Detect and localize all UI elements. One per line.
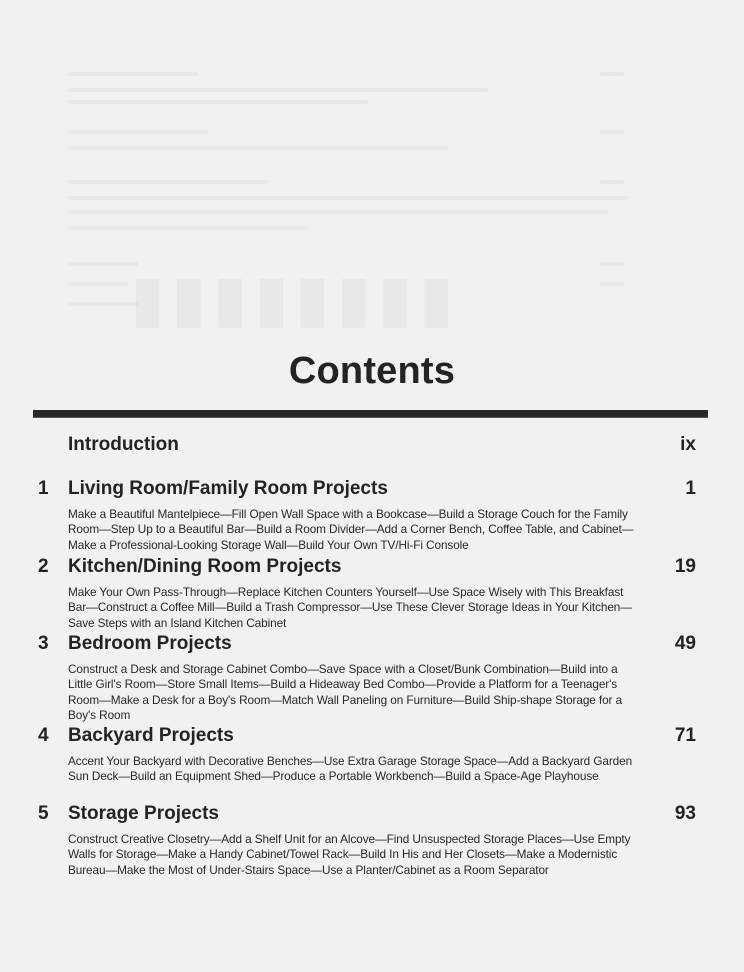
chapter-page-number: 1 <box>685 478 696 499</box>
chapter-page-number: 71 <box>674 725 696 746</box>
chapter-title: Backyard Projects <box>68 725 234 746</box>
chapter-number: 3 <box>38 633 49 654</box>
chapter-page-number: 93 <box>674 803 696 824</box>
chapter-description: Make a Beautiful Mantelpiece—Fill Open Wall Space with a Bookcase—Build a Storage Couch for the Family Room—Step Up to a Beautiful Bar—Build a Room Divider—Add a Corner Bench, Coffee Table, and Cabinet—Make a Professional-Looking Storage Wall—Build Your Own TV/Hi-Fi Console <box>68 507 634 552</box>
chapter-number: 4 <box>38 725 49 746</box>
title-divider <box>33 410 708 418</box>
chapter-title: Storage Projects <box>68 803 219 824</box>
chapter-description: Make Your Own Pass-Through—Replace Kitchen Counters Yourself—Use Space Wisely with This Breakfast Bar—Construct a Coffee Mill—Build a Trash Compressor—Use These Clever Storage Ideas in Your Kitchen—Save Steps with an Island Kitchen Cabinet <box>68 585 632 630</box>
introduction-entry <box>0 434 744 458</box>
show-through-background: ▮▮▮▮▮▮▮▮ <box>0 0 744 350</box>
page-title: Contents <box>288 350 456 392</box>
introduction-page-number: ix <box>680 434 696 455</box>
introduction-label: Introduction <box>68 434 179 455</box>
chapter-page-number: 19 <box>674 556 696 577</box>
chapter-number: 2 <box>38 556 49 577</box>
chapter-number: 1 <box>38 478 49 499</box>
chapter-description: Construct a Desk and Storage Cabinet Combo—Save Space with a Closet/Bunk Combination—Build into a Little Girl's Room—Store Small Items—Build a Hideaway Bed Combo—Provide a Platform for a Teenager's Room—Make a Desk for a Boy's Room—Match Wall Paneling on Furniture—Build Ship-shape Storage for a Boy's Room <box>68 662 623 723</box>
chapter-description: Construct Creative Closetry—Add a Shelf Unit for an Alcove—Find Unsuspected Storage Places—Use Empty Walls for Storage—Make a Handy Cabinet/Towel Rack—Build In His and Her Closets—Make a Modernistic Bureau—Make the Most of Under-Stairs Space—Use a Planter/Cabinet as a Room Separator <box>68 832 631 877</box>
chapter-title: Kitchen/Dining Room Projects <box>68 556 342 577</box>
chapter-page-number: 49 <box>674 633 696 654</box>
chapter-description: Accent Your Backyard with Decorative Benches—Use Extra Garage Storage Space—Add a Backyard Garden Sun Deck—Build an Equipment Shed—Produce a Portable Workbench—Build a Space-Age Playhouse <box>68 754 633 784</box>
chapter-title: Living Room/Family Room Projects <box>68 478 388 499</box>
chapter-title: Bedroom Projects <box>68 633 232 654</box>
chapter-number: 5 <box>38 803 49 824</box>
